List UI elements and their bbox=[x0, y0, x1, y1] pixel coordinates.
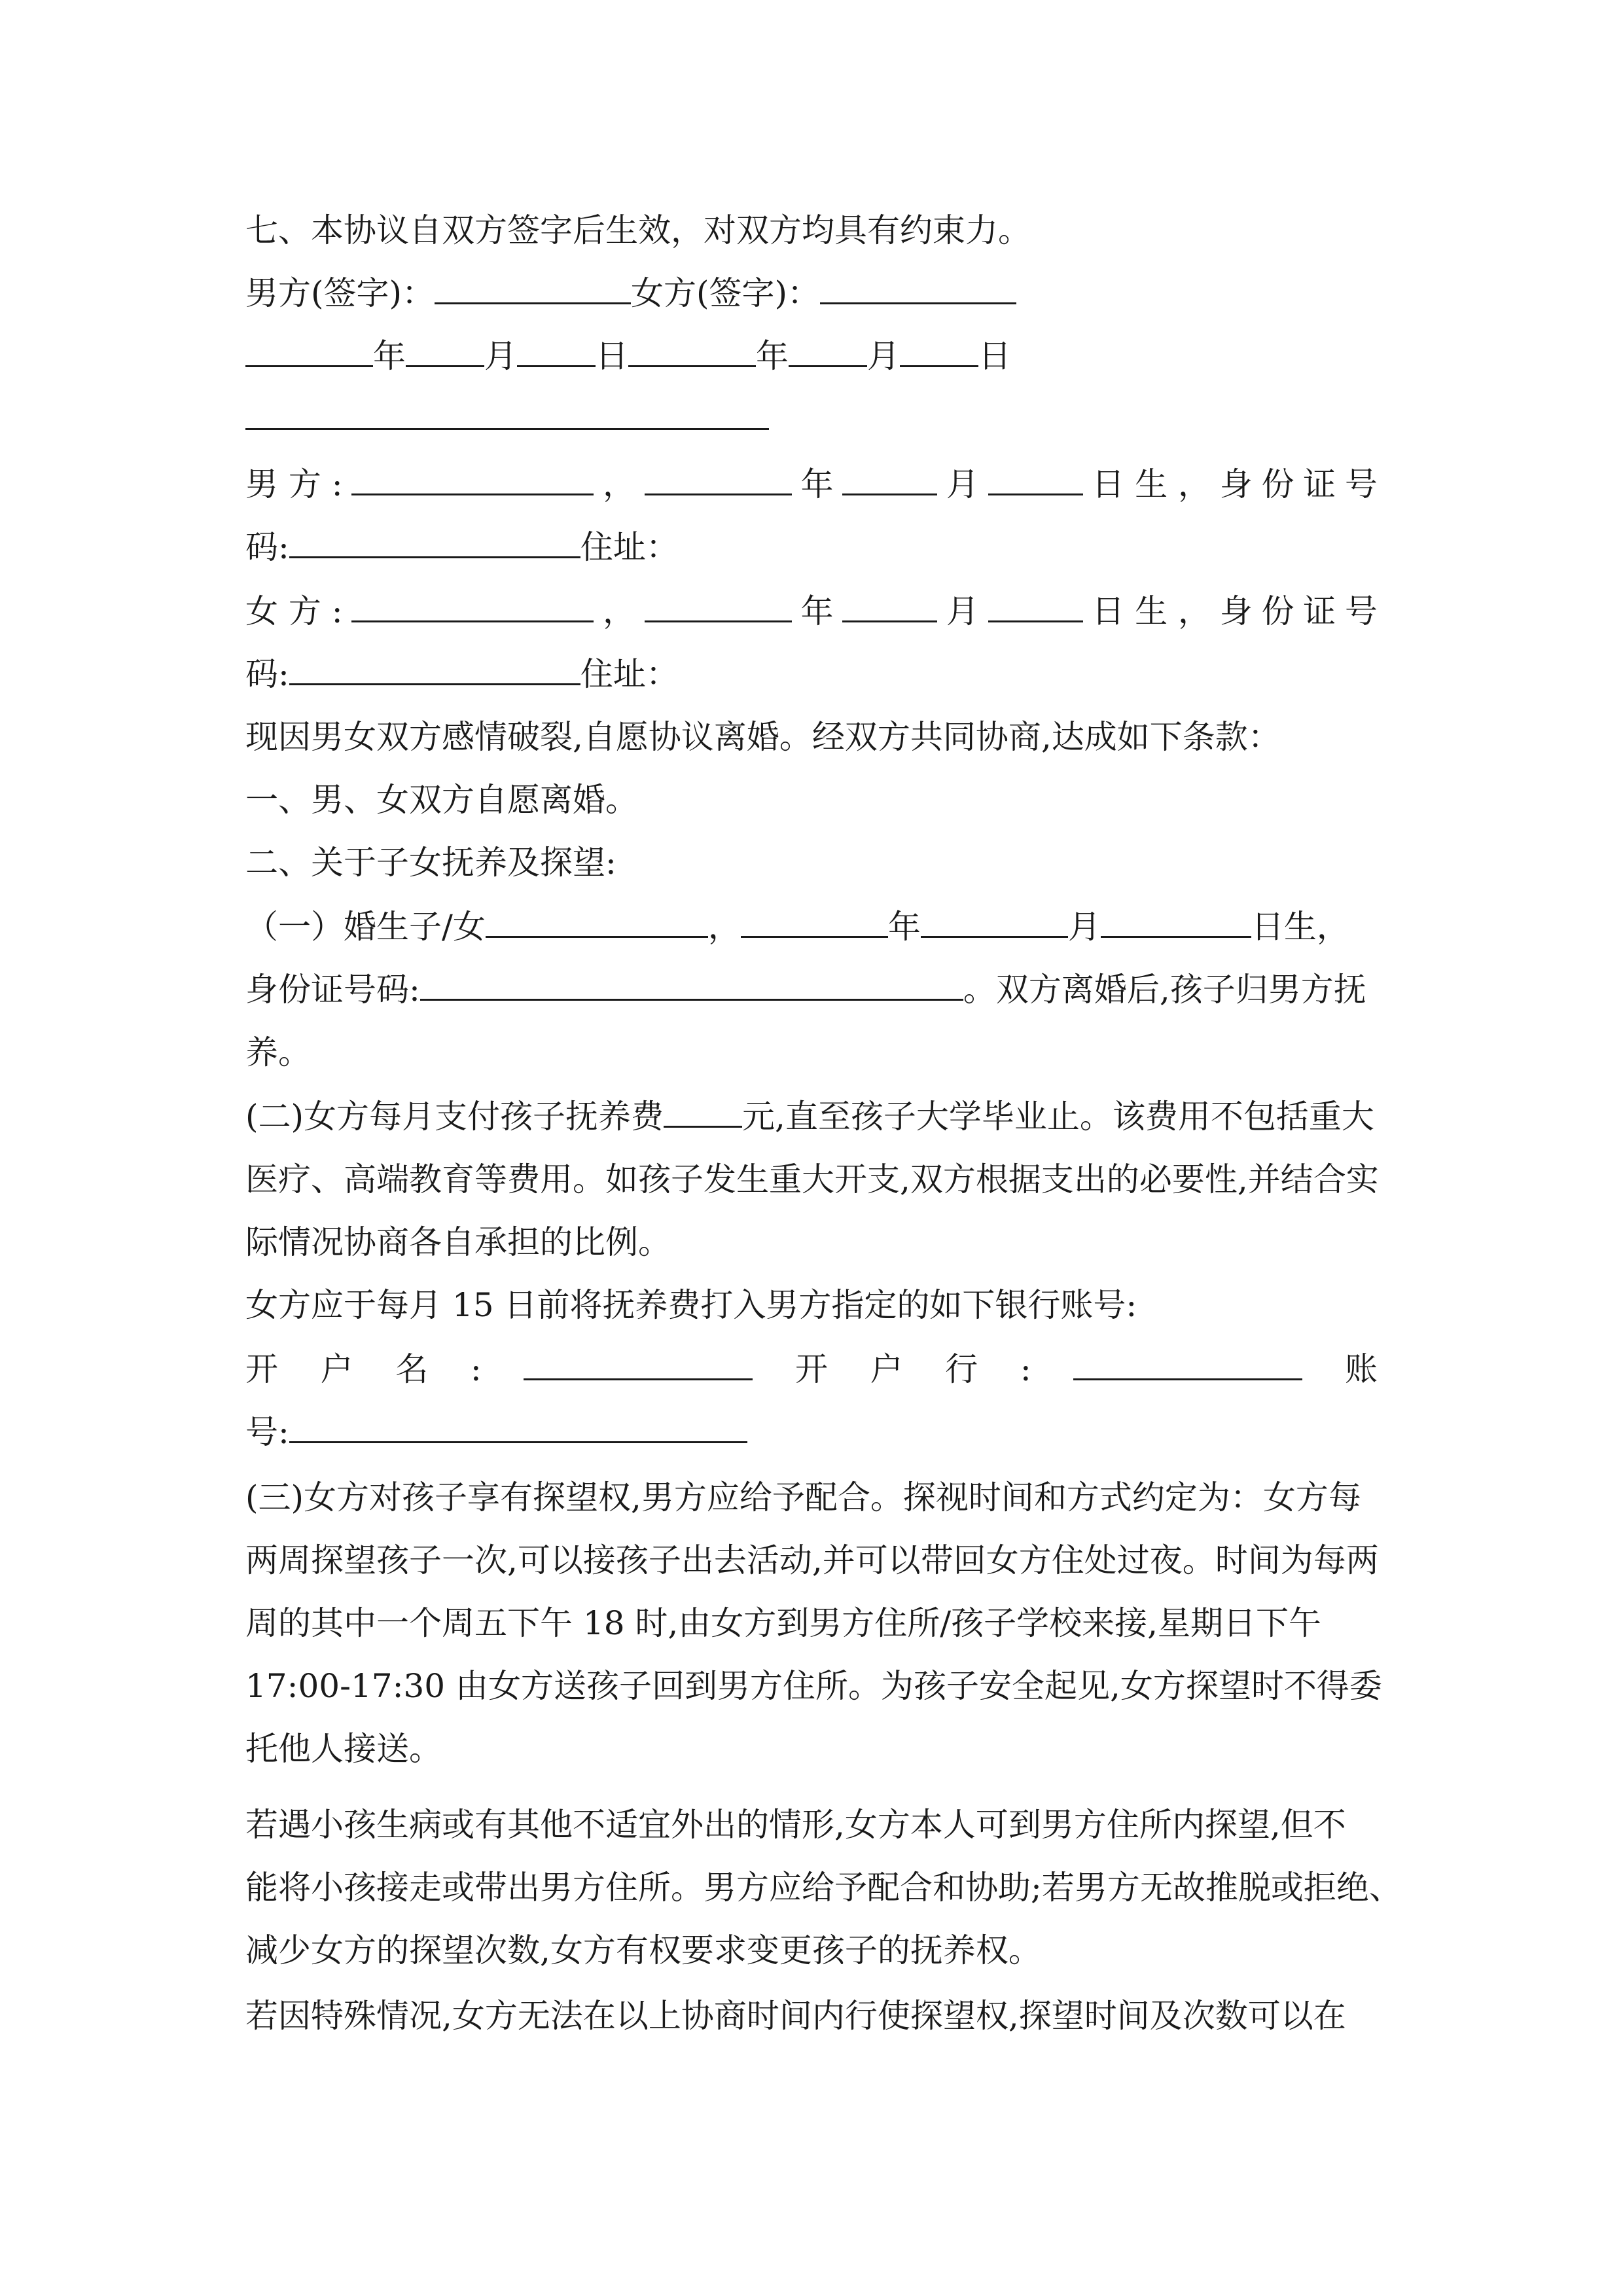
child-birth-month-blank[interactable] bbox=[921, 902, 1068, 938]
signature-date-line bbox=[245, 330, 1378, 382]
female-id-blank[interactable] bbox=[289, 649, 580, 685]
separator-line bbox=[245, 393, 1378, 445]
male-id-char: 号 bbox=[1344, 465, 1378, 503]
female-party-label: 女 方 : bbox=[245, 592, 343, 630]
account-label: 号: bbox=[245, 1413, 289, 1451]
clause-1: 一、男、女双方自愿离婚。 bbox=[245, 781, 638, 819]
child-id-line bbox=[245, 963, 1378, 1016]
illness-line: 减少女方的探望次数,女方有权要求变更孩子的抚养权。 bbox=[245, 1931, 1041, 1969]
day-label: 日 bbox=[596, 337, 628, 375]
support-amount-blank[interactable] bbox=[664, 1092, 742, 1128]
female-birth-year-blank[interactable] bbox=[645, 586, 792, 622]
child-name-blank[interactable] bbox=[486, 902, 708, 938]
female-id-char: 份 bbox=[1261, 592, 1294, 630]
illness-line: 能将小孩接走或带出男方住所。男方应给予配合和协助;若男方无故推脱或拒绝、 bbox=[245, 1869, 1402, 1907]
male-date-day-blank[interactable] bbox=[517, 331, 596, 367]
illness-line: 若遇小孩生病或有其他不适宜外出的情形,女方本人可到男方住所内探望,但不 bbox=[245, 1806, 1346, 1844]
female-month-label: 月 bbox=[946, 592, 979, 630]
male-date-year-blank[interactable] bbox=[245, 331, 373, 367]
female-id-char: 号 bbox=[1344, 592, 1378, 630]
male-signature-label: 男方(签字)： bbox=[245, 274, 435, 312]
bank-char: : bbox=[1020, 1350, 1031, 1388]
male-id-label: 码: bbox=[245, 528, 289, 566]
female-birth-day-blank[interactable] bbox=[988, 586, 1083, 622]
support-line-3: 际情况协商各自承担的比例。 bbox=[245, 1223, 671, 1261]
visitation-line: 17:00-17:30 由女方送孩子回到男方住所。为孩子安全起见,女方探望时不得委 bbox=[245, 1667, 1382, 1705]
female-year-label: 年 bbox=[800, 592, 834, 630]
male-id-char: 证 bbox=[1303, 465, 1336, 503]
female-comma: ， bbox=[603, 592, 636, 630]
support-suffix: 元,直至孩子大学毕业止。该费用不包括重大 bbox=[742, 1098, 1374, 1136]
clause-7: 七、本协议自双方签字后生效，对双方均具有约束力。 bbox=[245, 211, 1031, 249]
female-address-label: 住址： bbox=[580, 655, 679, 693]
bank-char: 户 bbox=[320, 1350, 353, 1388]
female-birth-month-blank[interactable] bbox=[842, 586, 937, 622]
custody-continuation: 养。 bbox=[245, 1033, 311, 1071]
bank-char: 名 bbox=[395, 1350, 429, 1388]
female-signature-blank[interactable] bbox=[820, 268, 1016, 304]
bank-char: : bbox=[470, 1350, 482, 1388]
visitation-line: 两周探望孩子一次,可以接孩子出去活动,并可以带回女方住处过夜。时间为每两 bbox=[245, 1541, 1379, 1579]
bank-char: 行 bbox=[945, 1350, 978, 1388]
child-id-label: 身份证号码: bbox=[245, 971, 420, 1009]
female-date-year-blank[interactable] bbox=[628, 331, 756, 367]
female-date-day-blank[interactable] bbox=[900, 331, 978, 367]
signature-line bbox=[245, 267, 1378, 319]
custody-text: 。双方离婚后,孩子归男方抚 bbox=[963, 971, 1366, 1009]
payment-instruction: 女方应于每月 15 日前将抚养费打入男方指定的如下银行账号: bbox=[245, 1286, 1137, 1324]
clause-2-heading: 二、关于子女抚养及探望: bbox=[245, 844, 616, 882]
support-line-1 bbox=[245, 1090, 1378, 1143]
intro-paragraph: 现因男女双方感情破裂,自愿协议离婚。经双方共同协商,达成如下条款： bbox=[245, 718, 1281, 756]
child-comma: ， bbox=[707, 908, 741, 946]
day-label: 日 bbox=[978, 337, 1011, 375]
child-birth-year-blank[interactable] bbox=[741, 902, 888, 938]
male-year-label: 年 bbox=[800, 465, 834, 503]
visitation-line: 托他人接送。 bbox=[245, 1730, 442, 1768]
account-number-blank[interactable] bbox=[289, 1407, 747, 1443]
bank-char: 户 bbox=[870, 1350, 903, 1388]
child-birth-label: 日生， bbox=[1251, 908, 1349, 946]
visitation-line: 周的其中一个周五下午 18 时,由女方到男方住所/孩子学校来接,星期日下午 bbox=[245, 1604, 1322, 1642]
male-birth-year-blank[interactable] bbox=[645, 459, 792, 495]
male-id-line bbox=[245, 521, 1378, 573]
bank-char: 开 bbox=[245, 1350, 278, 1388]
female-id-char: 身 bbox=[1219, 592, 1253, 630]
support-line-2: 医疗、高端教育等费用。如孩子发生重大开支,双方根据支出的必要性,并结合实 bbox=[245, 1160, 1379, 1198]
bank-info-line bbox=[245, 1343, 1378, 1395]
male-id-char: 身 bbox=[1219, 465, 1253, 503]
child-id-blank[interactable] bbox=[420, 965, 963, 1001]
female-name-blank[interactable] bbox=[351, 586, 594, 622]
bank-char: 开 bbox=[794, 1350, 828, 1388]
male-birth-month-blank[interactable] bbox=[842, 459, 937, 495]
month-label: 月 bbox=[484, 337, 517, 375]
child-birth-line bbox=[245, 901, 1378, 953]
male-date-month-blank[interactable] bbox=[406, 331, 484, 367]
male-signature-blank[interactable] bbox=[435, 268, 631, 304]
female-signature-label: 女方(签字)： bbox=[631, 274, 821, 312]
male-birth-day-blank[interactable] bbox=[988, 459, 1083, 495]
visitation-line: (三)女方对孩子享有探望权,男方应给予配合。探视时间和方式约定为：女方每 bbox=[245, 1479, 1361, 1516]
female-id-label: 码: bbox=[245, 655, 289, 693]
year-label: 年 bbox=[373, 337, 406, 375]
male-id-blank[interactable] bbox=[289, 522, 580, 558]
child-prefix: （一）婚生子/女 bbox=[245, 908, 486, 946]
support-prefix: (二)女方每月支付孩子抚养费 bbox=[245, 1098, 664, 1136]
account-number-line bbox=[245, 1406, 1378, 1458]
female-birth-label: 日 生 ， bbox=[1092, 592, 1211, 630]
account-holder-blank[interactable] bbox=[524, 1344, 753, 1380]
special-circumstances-line: 若因特殊情况,女方无法在以上协商时间内行使探望权,探望时间及次数可以在 bbox=[245, 1997, 1346, 2035]
male-name-blank[interactable] bbox=[351, 459, 594, 495]
male-party-label: 男 方 : bbox=[245, 465, 343, 503]
dash-separator bbox=[245, 402, 769, 430]
child-month-label: 月 bbox=[1067, 908, 1101, 946]
male-id-char: 份 bbox=[1261, 465, 1294, 503]
female-id-line bbox=[245, 648, 1378, 700]
account-label-start: 账 bbox=[1344, 1350, 1378, 1388]
female-date-month-blank[interactable] bbox=[789, 331, 867, 367]
female-party-line bbox=[245, 585, 1378, 637]
year-label: 年 bbox=[756, 337, 789, 375]
male-comma: ， bbox=[603, 465, 636, 503]
child-birth-day-blank[interactable] bbox=[1101, 902, 1251, 938]
female-id-char: 证 bbox=[1303, 592, 1336, 630]
child-year-label: 年 bbox=[887, 908, 921, 946]
male-month-label: 月 bbox=[946, 465, 979, 503]
bank-branch-blank[interactable] bbox=[1073, 1344, 1302, 1380]
male-address-label: 住址： bbox=[580, 528, 679, 566]
male-party-line bbox=[245, 458, 1378, 511]
month-label: 月 bbox=[867, 337, 900, 375]
male-birth-label: 日 生 ， bbox=[1092, 465, 1211, 503]
